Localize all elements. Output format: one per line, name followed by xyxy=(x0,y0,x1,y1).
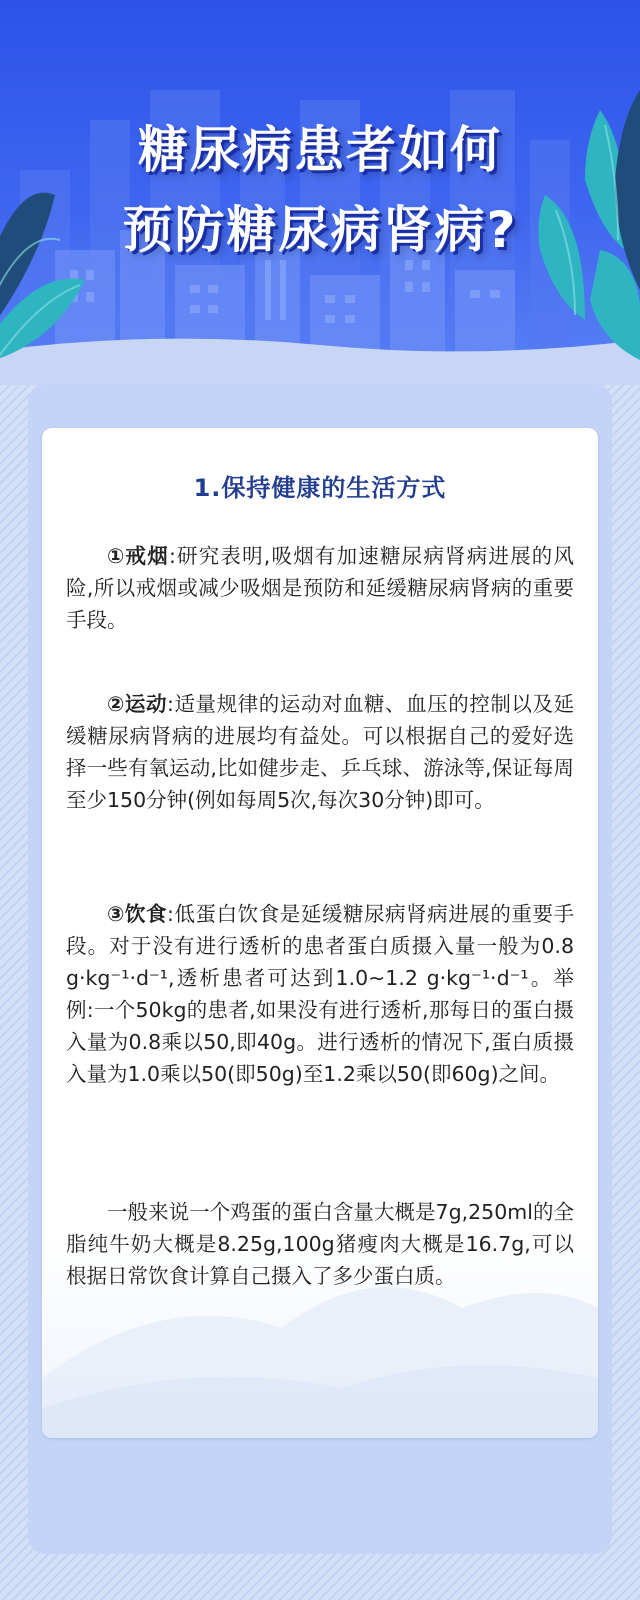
paragraph-exercise xyxy=(66,688,574,816)
item-text: :适量规律的运动对血糖、血压的控制以及延缓糖尿病肾病的进展均有益处。可以根据自己的爱好选择一些有氧运动,比如健步走、乒乓球、游泳等,保证每周至少150分钟(例如每周5次,每次30分钟)即可。 xyxy=(66,692,575,812)
section-title: 1.保持健康的生活方式 xyxy=(193,474,447,502)
item-label: ③饮食 xyxy=(107,902,168,926)
item-text: :低蛋白饮食是延缓糖尿病肾病进展的重要手段。对于没有进行透析的患者蛋白质摄入量一般为0.8 g·kg⁻¹·d⁻¹,透析患者可达到1.0~1.2 g·kg⁻¹·d⁻¹。举例:一个50kg的患者,如果没有进行透析,那每日的蛋白摄入量为0.8乘以50,即40g。进行透析的情况下,蛋白质摄入量为1.0乘以50(即50g)至1.2乘以50(即60g)之间。 xyxy=(66,902,575,1086)
paragraph-protein-note: 一般来说一个鸡蛋的蛋白含量大概是7g,250ml的全脂纯牛奶大概是8.25g,100g猪瘦肉大概是16.7g,可以根据日常饮食计算自己摄入了多少蛋白质。 xyxy=(66,1200,574,1288)
item-text: :研究表明,吸烟有加速糖尿病肾病进展的风险,所以戒烟或减少吸烟是预防和延缓糖尿病肾病的重要手段。 xyxy=(66,544,574,632)
paragraph-diet xyxy=(66,898,574,1090)
paragraph-quit-smoking xyxy=(66,540,574,636)
hero-banner xyxy=(0,0,640,385)
content-card xyxy=(42,428,598,1438)
page-title-line1: 糖尿病患者如何 xyxy=(138,121,502,179)
item-label: ②运动 xyxy=(107,692,168,716)
item-label: ①戒烟 xyxy=(107,544,169,568)
page-title-line2: 预防糖尿病肾病? xyxy=(122,201,518,259)
